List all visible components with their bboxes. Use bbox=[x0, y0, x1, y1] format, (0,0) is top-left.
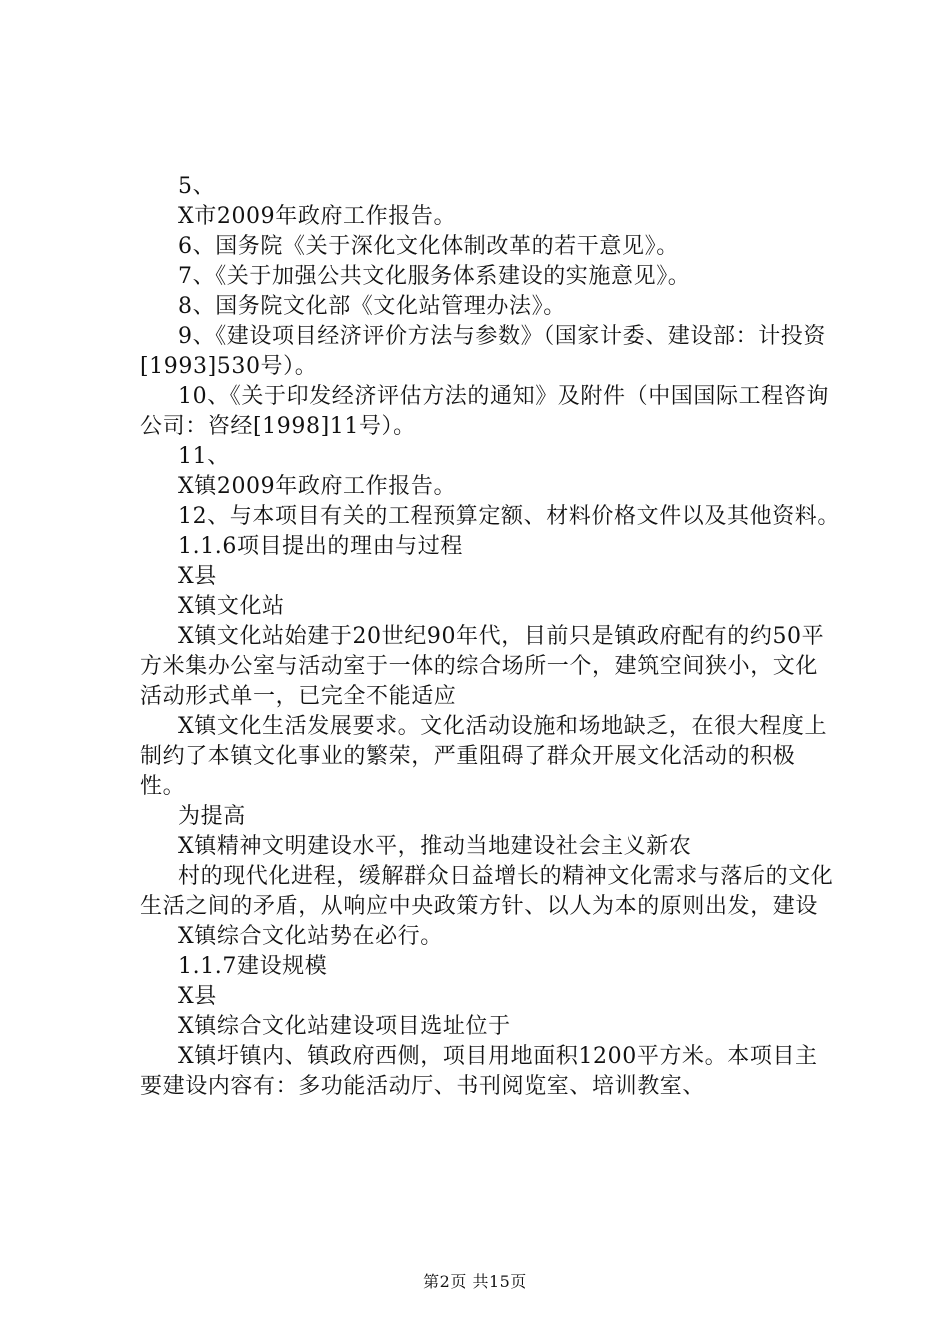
paragraph: 村的现代化进程，缓解群众日益增长的精神文化需求与落后的文化生活之间的矛盾，从响应中央政策方针、以人为本的原则出发，建设 bbox=[140, 864, 834, 919]
paragraph: X县 bbox=[178, 564, 217, 589]
paragraph: X镇精神文明建设水平，推动当地建设社会主义新农 bbox=[178, 834, 692, 859]
paragraph: 9、《建设项目经济评价方法与参数》（国家计委、建设部：计投资[1993]530号）。 bbox=[140, 324, 826, 379]
paragraph: 6、国务院《关于深化文化体制改革的若干意见》。 bbox=[178, 234, 679, 259]
paragraph: X镇圩镇内、镇政府西侧，项目用地面积1200平方米。本项目主要建设内容有：多功能活动厅、书刊阅览室、培训教室、 bbox=[140, 1044, 818, 1099]
section-heading: 1.1.6项目提出的理由与过程 bbox=[178, 534, 463, 559]
document-body bbox=[140, 172, 840, 1102]
paragraph: 11、 bbox=[178, 444, 230, 469]
paragraph: X镇综合文化站建设项目选址位于 bbox=[178, 1014, 511, 1039]
paragraph: X镇文化生活发展要求。文化活动设施和场地缺乏，在很大程度上制约了本镇文化事业的繁荣，严重阻碍了群众开展文化活动的积极性。 bbox=[140, 714, 828, 799]
section-heading: 1.1.7建设规模 bbox=[178, 954, 328, 979]
paragraph: X镇文化站始建于20世纪90年代，目前只是镇政府配有的约50平方米集办公室与活动室于一体的综合场所一个，建筑空间狭小，文化活动形式单一，已完全不能适应 bbox=[140, 624, 825, 709]
paragraph: 7、《关于加强公共文化服务体系建设的实施意见》。 bbox=[178, 264, 691, 289]
paragraph: 为提高 bbox=[178, 804, 246, 829]
page-number-footer: 第2页 共15页 bbox=[423, 1272, 527, 1291]
paragraph: X镇文化站 bbox=[178, 594, 285, 619]
paragraph: X镇综合文化站势在必行。 bbox=[178, 924, 443, 949]
paragraph: X县 bbox=[178, 984, 217, 1009]
paragraph: 10、《关于印发经济评估方法的通知》及附件（中国国际工程咨询公司：咨经[1998]11号）。 bbox=[140, 384, 829, 439]
paragraph: X市2009年政府工作报告。 bbox=[178, 204, 457, 229]
paragraph: 8、国务院文化部《文化站管理办法》。 bbox=[178, 294, 566, 319]
paragraph: 12、与本项目有关的工程预算定额、材料价格文件以及其他资料。 bbox=[178, 504, 840, 529]
paragraph: 5、 bbox=[178, 174, 216, 199]
paragraph: X镇2009年政府工作报告。 bbox=[178, 474, 457, 499]
